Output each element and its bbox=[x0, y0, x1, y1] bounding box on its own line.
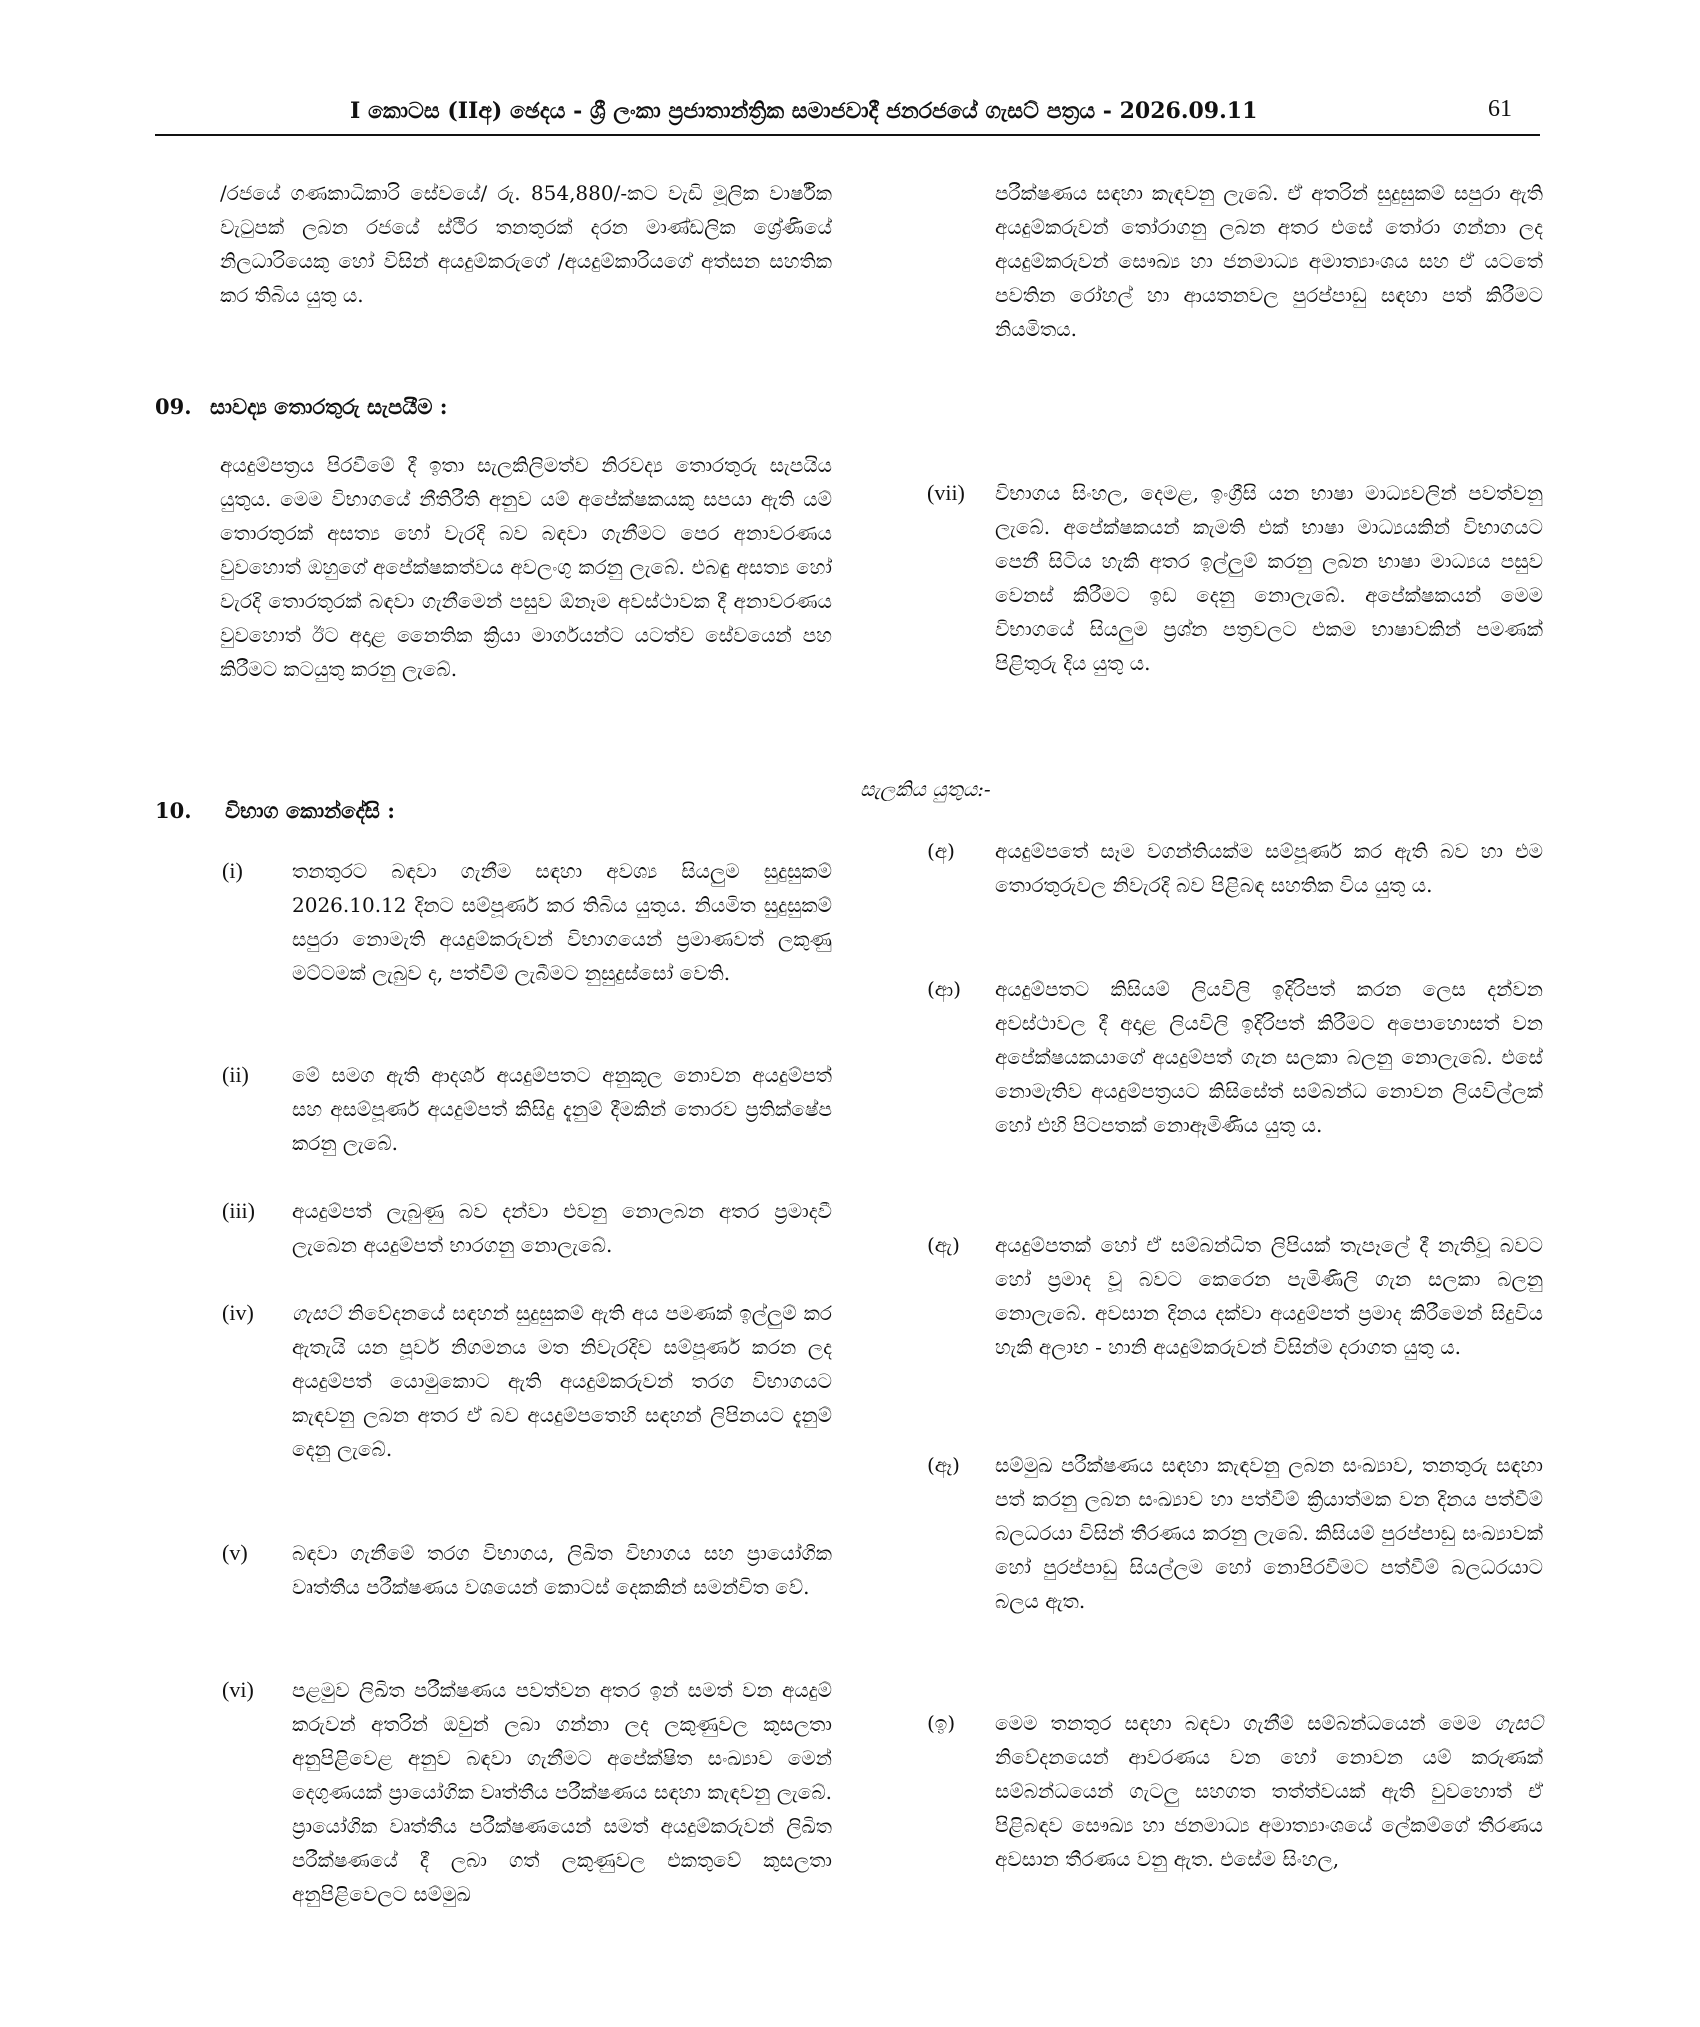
item-text-end: නිවේදනයෙන් ආවරණය වන හෝ නොවන යම් කරුණක් සම්බන්ධයෙන් ගැටලු සහගත තත්ත්වයක් ඇති වුවහොත් ඒ පිළිබඳව සෞඛ්‍ය හා ජනමාධ්‍ය අමාත්‍යාංශයේ ලේකම්ගේ තීරණය අවසාන තීරණය වනු ඇත. එසේම සිංහල, bbox=[995, 1745, 1543, 1871]
section-number: 10. bbox=[155, 798, 192, 823]
item-text: සම්මුඛ පරීක්ෂණය සඳහා කැඳවනු ලබන සංඛ්‍යාව, තනතුරු සඳහා පත් කරනු ලබන සංඛ්‍යාව හා පත්වීම් ක්‍රියාත්මක වන දිනය පත්වීම් බලධරයා විසින් තීරණය කරනු ලැබේ. කිසියම් පුරප්පාඩු සංඛ්‍යාවක් හෝ පුරප්පාඩු සියල්ලම හෝ නොපිරවීමට පත්වීම් බලධරයාට බලය ඇත. bbox=[995, 1453, 1543, 1613]
item-marker: (iii) bbox=[222, 1198, 255, 1223]
section-title: විභාග කොන්දේසි : bbox=[225, 798, 395, 823]
item-text-start: මෙම තනතුර සඳහා බඳවා ගැනීම් සම්බන්ධයෙන් මෙම bbox=[995, 1711, 1495, 1735]
item-text: අයදුම්පතේ සෑම වගන්තියක්ම සම්පූර්ණ කර ඇති බව හා එම තොරතුරුවල නිවැරදි බව පිළිබඳ සහතික විය යුතු ය. bbox=[995, 839, 1543, 897]
note-item-ae bbox=[927, 1228, 1543, 1364]
note-item-i bbox=[927, 1706, 1543, 1876]
item-marker: (අ) bbox=[927, 839, 955, 863]
intro-paragraph-block bbox=[220, 176, 832, 312]
section-09-body: අයදුම්පත්‍රය පිරවීමේ දී ඉතා සැලකිලිමත්ව නිරවද්‍ය තොරතුරු සැපයිය යුතුය. මෙම විභාගයේ නීතිරීති අනුව යම් අපේක්ෂකයකු සපයා ඇති යම් තොරතුරක් අසත්‍ය හෝ වැරදි බව බඳවා ගැනීමට පෙර අනාවරණය වුවහොත් ඔහුගේ අපේක්ෂකත්වය අවලංගු කරනු ලැබේ. එබඳු අසත්‍ය හෝ වැරදි තොරතුරක් බඳවා ගැනීමෙන් පසුව ඕනෑම අවස්ථාවක දී අනාවරණය වුවහොත් ඊට අදාළ නෛතික ක්‍රියා මාර්ගයන්ට යටත්ව සේවයෙන් පහ කිරීමට කටයුතු කරනු ලැබේ. bbox=[220, 453, 832, 681]
page-number: 61 bbox=[1488, 96, 1512, 122]
item-text: අයදුම්පතට කිසියම් ලියවිලි ඉදිරිපත් කරන ලෙස දන්වන අවස්ථාවල දී අදාළ ලියවිලි ඉදිරිපත් කිරීමට අපොහොසත් වන අපේක්ෂයකයාගේ අයදුම්පත් ගැන සලකා බලනු නොලැබේ. එසේ නොමැතිව අයදුම්පත්‍රයට කිසිසේත් සම්බන්ධ නොවන ලියවිල්ලක් හෝ එහි පිටපතක් නොඈමිණිය යුතු ය. bbox=[995, 977, 1543, 1137]
condition-item-vi bbox=[222, 1673, 832, 1911]
item-marker: (vii) bbox=[927, 480, 965, 505]
section-number: 09. bbox=[155, 394, 192, 419]
continued-paragraph-block bbox=[995, 176, 1543, 346]
item-text: තනතුරට බඳවා ගැනීම සඳහා අවශ්‍ය සියලුම සුදුසුකම් 2026.10.12 දිනට සම්පූර්ණ කර තිබිය යුතුය. නියමිත සුදුසුකම් සපුරා නොමැති අයදුම්කරුවන් විභාගයෙන් ප්‍රමාණවත් ලකුණු මට්ටමක් ලැබුව ද, පත්වීම් ලැබීමට නුසුදුස්සෝ වෙති. bbox=[292, 859, 832, 985]
item-marker: (vi) bbox=[222, 1677, 254, 1702]
notes-heading bbox=[860, 772, 1260, 806]
item-text bbox=[292, 1296, 832, 1466]
item-text: මේ සමග ඇති ආදර්ශ අයදුම්පතට අනුකූල නොවන අයදුම්පත් සහ අසම්පූර්ණ අයදුම්පත් කිසිදු දැනුම් දීමකින් තොරව ප්‍රතික්ෂේප කරනු ලැබේ. bbox=[292, 1063, 832, 1155]
page-header bbox=[155, 94, 1540, 136]
item-text: අයදුම්පතක් හෝ ඒ සම්බන්ධිත ලිපියක් තැපෑලේ දී නැතිවූ බවට හෝ ප්‍රමාද වූ බවට කෙරෙන පැමිණිලි ගැන සලකා බලනු නොලැබේ. අවසාන දිනය දක්වා අයදුම්පත් ප්‍රමාද කිරීමෙන් සිදුවිය හැකි අලාභ - හානි අයදුම්කරුවන් විසින්ම දරාගත යුතු ය. bbox=[995, 1233, 1543, 1359]
item-text: පළමුව ලිඛිත පරීක්ෂණය පවත්වන අතර ඉන් සමත් වන අයදුම් කරුවන් අතරින් ඔවුන් ලබා ගන්නා ලද ලකුණුවල කුසලතා අනුපිළිවෙළ අනුව බඳවා ගැනීමට අපේක්ෂිත සංඛ්‍යාව මෙන් දෙගුණයක් ප්‍රායෝගික වෘත්තීය පරීක්ෂණය සඳහා කැඳවනු ලැබේ. ප්‍රායෝගික වෘත්තීය පරීක්ෂණයෙන් සමත් අයදුම්කරුවන් ලිඛිත පරීක්ෂණයේ දී ලබා ගත් ලකුණුවල එකතුවේ කුසලතා අනුපිළිවෙලට සම්මුඛ bbox=[292, 1678, 832, 1906]
gazette-italic-word: ගැසට් bbox=[292, 1301, 341, 1325]
intro-paragraph: /රජයේ ගණකාධිකාරි සේවයේ/ රු. 854,880/-කට වැඩි මූලික වාර්ෂික වැටුපක් ලබන රජයේ ස්ථිර තනතුරක් දරන මාණ්ඩලික ශ්‍රේණියේ නිලධාරියෙකු හෝ විසින් අයදුම්කරුගේ /අයදුම්කාරියගේ අත්සන සහතික කර තිබිය යුතු ය. bbox=[220, 181, 832, 307]
section-09-body-block bbox=[220, 448, 832, 686]
note-item-aee bbox=[927, 1448, 1543, 1618]
item-text: අයදුම්පත් ලැබුණු බව දන්වා එවනු නොලබන අතර ප්‍රමාදවී ලැබෙන අයදුම්පත් භාරගනු නොලැබේ. bbox=[292, 1199, 832, 1257]
continued-paragraph: පරීක්ෂණය සඳහා කැඳවනු ලැබේ. ඒ අතරින් සුදුසුකම් සපුරා ඇති අයදුම්කරුවන් තෝරාගනු ලබන අතර එසේ තෝරා ගන්නා ලද අයදුම්කරුවන් සෞඛ්‍ය හා ජනමාධ්‍ය අමාත්‍යාංශය සහ ඒ යටතේ පවතින රෝහල් හා ආයතනවල පුරප්පාඩු සඳහා පත් කිරීමට නියමිතය. bbox=[995, 181, 1543, 341]
item-marker: (ආ) bbox=[927, 977, 962, 1001]
section-title: සාවද්‍ය තොරතුරු සැපයීම : bbox=[210, 394, 448, 419]
item-marker: (i) bbox=[222, 858, 243, 883]
item-marker: (v) bbox=[222, 1540, 248, 1565]
item-text-rest: නිවේදනයේ සඳහන් සුදුසුකම් ඇති අය පමණක් ඉල්ලුම් කර ඇතැයි යන පූර්ව නිගමනය මත නිවැරදිව සම්පූර්ණ කරන ලද අයදුම්පත් යොමුකොට ඇති අයදුම්කරුවන් තරග විභාගයට කැඳවනු ලබන අතර ඒ බව අයදුම්පතෙහි සඳහන් ලිපිනයට දැනුම් දෙනු ලැබේ. bbox=[292, 1301, 832, 1461]
condition-item-i bbox=[222, 854, 832, 990]
item-text: විභාගය සිංහල, දෙමළ, ඉංග්‍රීසි යන භාෂා මාධ්‍යවලින් පවත්වනු ලැබේ. අපේක්ෂකයන් කැමති එක් භාෂා මාධ්‍යයකින් විභාගයට පෙනී සිටිය හැකි අතර ඉල්ලුම් කරනු ලබන භාෂා මාධ්‍යය පසුව වෙනස් කිරීමට ඉඩ දෙනු නොලැබේ. අපේක්ෂකයන් මෙම විභාගයේ සියලුම ප්‍රශ්න පත්‍රවලට එකම භාෂාවකින් පමණක් පිළිතුරු දිය යුතු ය. bbox=[995, 481, 1543, 675]
section-09-heading bbox=[155, 390, 835, 424]
item-text: බඳවා ගැනීමේ තරග විභාගය, ලිඛිත විභාගය සහ ප්‍රායෝගික වෘත්තීය පරීක්ෂණය වශයෙන් කොටස් දෙකකින් සමන්විත වේ. bbox=[292, 1541, 832, 1599]
item-text bbox=[995, 1706, 1543, 1876]
condition-item-v bbox=[222, 1536, 832, 1604]
section-10-heading bbox=[155, 794, 835, 828]
item-marker: (ii) bbox=[222, 1062, 249, 1087]
item-marker: (iv) bbox=[222, 1300, 254, 1325]
condition-item-iv bbox=[222, 1296, 832, 1466]
item-marker: (ඈ) bbox=[927, 1453, 960, 1477]
condition-item-iii bbox=[222, 1194, 832, 1262]
item-marker: (ඇ) bbox=[927, 1233, 960, 1257]
gazette-title: I කොටස (IIඅ) ඡෙදය - ශ්‍රී ලංකා ප්‍රජාතාන්ත්‍රික සමාජවාදී ජනරජයේ ගැසට් පත්‍රය - 2026.09.11 bbox=[350, 98, 1258, 124]
note-item-aa bbox=[927, 972, 1543, 1142]
condition-item-vii bbox=[927, 476, 1543, 680]
note-item-a bbox=[927, 834, 1543, 902]
item-marker: (ඉ) bbox=[927, 1711, 956, 1735]
notes-title: සැලකිය යුතුය:- bbox=[860, 777, 991, 801]
gazette-italic-word: ගැසට් bbox=[1494, 1711, 1543, 1735]
condition-item-ii bbox=[222, 1058, 832, 1160]
